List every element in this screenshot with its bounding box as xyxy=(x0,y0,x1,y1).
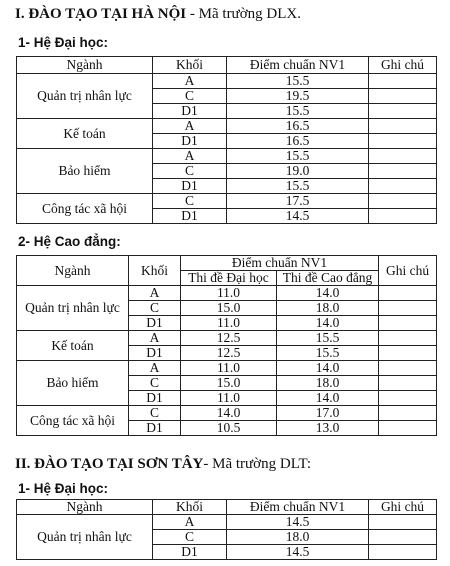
score-cd-cell: 14.0 xyxy=(277,361,379,376)
section-heading-hanoi xyxy=(15,6,301,23)
section-title: II. ĐÀO TẠO TẠI SƠN TÂY xyxy=(15,456,204,472)
note-cell xyxy=(369,74,437,89)
score-cell: 19.5 xyxy=(227,89,369,104)
score-cd-cell: 18.0 xyxy=(277,376,379,391)
khoi-cell: C xyxy=(129,301,181,316)
major-cell: Quản trị nhân lực xyxy=(17,515,153,560)
note-cell xyxy=(369,89,437,104)
column-header: Khối xyxy=(153,57,227,74)
column-header: Khối xyxy=(129,256,181,286)
khoi-cell: D1 xyxy=(153,179,227,194)
score-dh-cell: 12.5 xyxy=(181,331,277,346)
note-cell xyxy=(379,361,437,376)
khoi-cell: A xyxy=(153,74,227,89)
score-cd-cell: 14.0 xyxy=(277,391,379,406)
major-cell: Quản trị nhân lực xyxy=(17,286,129,331)
subheading-hanoi-caodang: 2- Hệ Cao đẳng: xyxy=(18,234,121,249)
khoi-cell: D1 xyxy=(129,421,181,436)
note-cell xyxy=(369,104,437,119)
khoi-cell: D1 xyxy=(153,545,227,560)
khoi-cell: C xyxy=(153,164,227,179)
score-dh-cell: 12.5 xyxy=(181,346,277,361)
major-cell: Kế toán xyxy=(17,331,129,361)
score-cell: 16.5 xyxy=(227,119,369,134)
table-sontay-daihoc xyxy=(16,499,437,560)
score-dh-cell: 11.0 xyxy=(181,361,277,376)
score-cd-cell: 18.0 xyxy=(277,301,379,316)
khoi-cell: A xyxy=(153,119,227,134)
note-cell xyxy=(379,331,437,346)
major-cell: Quản trị nhân lực xyxy=(17,74,153,119)
khoi-cell: C xyxy=(153,194,227,209)
score-cd-cell: 15.5 xyxy=(277,346,379,361)
score-cell: 14.5 xyxy=(227,515,369,530)
score-cell: 15.5 xyxy=(227,149,369,164)
score-cell: 15.5 xyxy=(227,104,369,119)
score-cell: 15.5 xyxy=(227,74,369,89)
subheading-hanoi-daihoc: 1- Hệ Đại học: xyxy=(18,35,109,50)
score-cell: 17.5 xyxy=(227,194,369,209)
table-hanoi-daihoc xyxy=(16,56,437,224)
khoi-cell: C xyxy=(129,376,181,391)
note-cell xyxy=(369,164,437,179)
major-cell: Công tác xã hội xyxy=(17,406,129,436)
score-cd-cell: 13.0 xyxy=(277,421,379,436)
score-cell: 19.0 xyxy=(227,164,369,179)
score-cell: 15.5 xyxy=(227,179,369,194)
khoi-cell: A xyxy=(129,286,181,301)
note-cell xyxy=(379,316,437,331)
note-cell xyxy=(379,391,437,406)
khoi-cell: D1 xyxy=(153,209,227,224)
score-cell: 14.5 xyxy=(227,209,369,224)
note-cell xyxy=(369,545,437,560)
khoi-cell: A xyxy=(129,331,181,346)
khoi-cell: C xyxy=(129,406,181,421)
score-cd-cell: 15.5 xyxy=(277,331,379,346)
khoi-cell: C xyxy=(153,530,227,545)
khoi-cell: A xyxy=(129,361,181,376)
column-header: Ngành xyxy=(17,500,153,515)
table-hanoi-caodang xyxy=(16,255,437,436)
section-subtitle: - Mã trường DLT: xyxy=(203,456,312,472)
column-header: Ghi chú xyxy=(379,256,437,286)
note-cell xyxy=(379,406,437,421)
column-header: Điểm chuẩn NV1 xyxy=(181,256,379,271)
note-cell xyxy=(379,286,437,301)
khoi-cell: D1 xyxy=(153,104,227,119)
score-cell: 16.5 xyxy=(227,134,369,149)
khoi-cell: A xyxy=(153,149,227,164)
column-header: Ngành xyxy=(17,256,129,286)
khoi-cell: D1 xyxy=(129,316,181,331)
score-dh-cell: 11.0 xyxy=(181,391,277,406)
score-cd-cell: 17.0 xyxy=(277,406,379,421)
note-cell xyxy=(369,149,437,164)
note-cell xyxy=(369,119,437,134)
note-cell xyxy=(369,194,437,209)
score-dh-cell: 10.5 xyxy=(181,421,277,436)
section-title: I. ĐÀO TẠO TẠI HÀ NỘI xyxy=(15,6,187,22)
column-header: Điểm chuẩn NV1 xyxy=(227,57,369,74)
khoi-cell: A xyxy=(153,515,227,530)
column-header: Khối xyxy=(153,500,227,515)
major-cell: Bảo hiểm xyxy=(17,361,129,406)
score-cd-cell: 14.0 xyxy=(277,316,379,331)
sub-column-header: Thi đề Cao đẳng xyxy=(277,271,379,286)
section-heading-sontay xyxy=(15,456,311,473)
khoi-cell: C xyxy=(153,89,227,104)
note-cell xyxy=(379,376,437,391)
major-cell: Kế toán xyxy=(17,119,153,149)
subheading-sontay-daihoc: 1- Hệ Đại học: xyxy=(18,481,109,496)
score-dh-cell: 11.0 xyxy=(181,316,277,331)
score-cell: 18.0 xyxy=(227,530,369,545)
note-cell xyxy=(369,134,437,149)
note-cell xyxy=(379,301,437,316)
score-dh-cell: 14.0 xyxy=(181,406,277,421)
major-cell: Bảo hiểm xyxy=(17,149,153,194)
sub-column-header: Thi đề Đại học xyxy=(181,271,277,286)
column-header: Ngành xyxy=(17,57,153,74)
note-cell xyxy=(379,346,437,361)
section-subtitle: - Mã trường DLX. xyxy=(186,6,301,22)
score-cell: 14.5 xyxy=(227,545,369,560)
note-cell xyxy=(379,421,437,436)
score-dh-cell: 11.0 xyxy=(181,286,277,301)
major-cell: Công tác xã hội xyxy=(17,194,153,224)
khoi-cell: D1 xyxy=(129,391,181,406)
note-cell xyxy=(369,179,437,194)
note-cell xyxy=(369,515,437,530)
score-dh-cell: 15.0 xyxy=(181,301,277,316)
column-header: Ghi chú xyxy=(369,57,437,74)
score-dh-cell: 15.0 xyxy=(181,376,277,391)
note-cell xyxy=(369,530,437,545)
khoi-cell: D1 xyxy=(153,134,227,149)
score-cd-cell: 14.0 xyxy=(277,286,379,301)
khoi-cell: D1 xyxy=(129,346,181,361)
note-cell xyxy=(369,209,437,224)
column-header: Điểm chuẩn NV1 xyxy=(227,500,369,515)
column-header: Ghi chú xyxy=(369,500,437,515)
